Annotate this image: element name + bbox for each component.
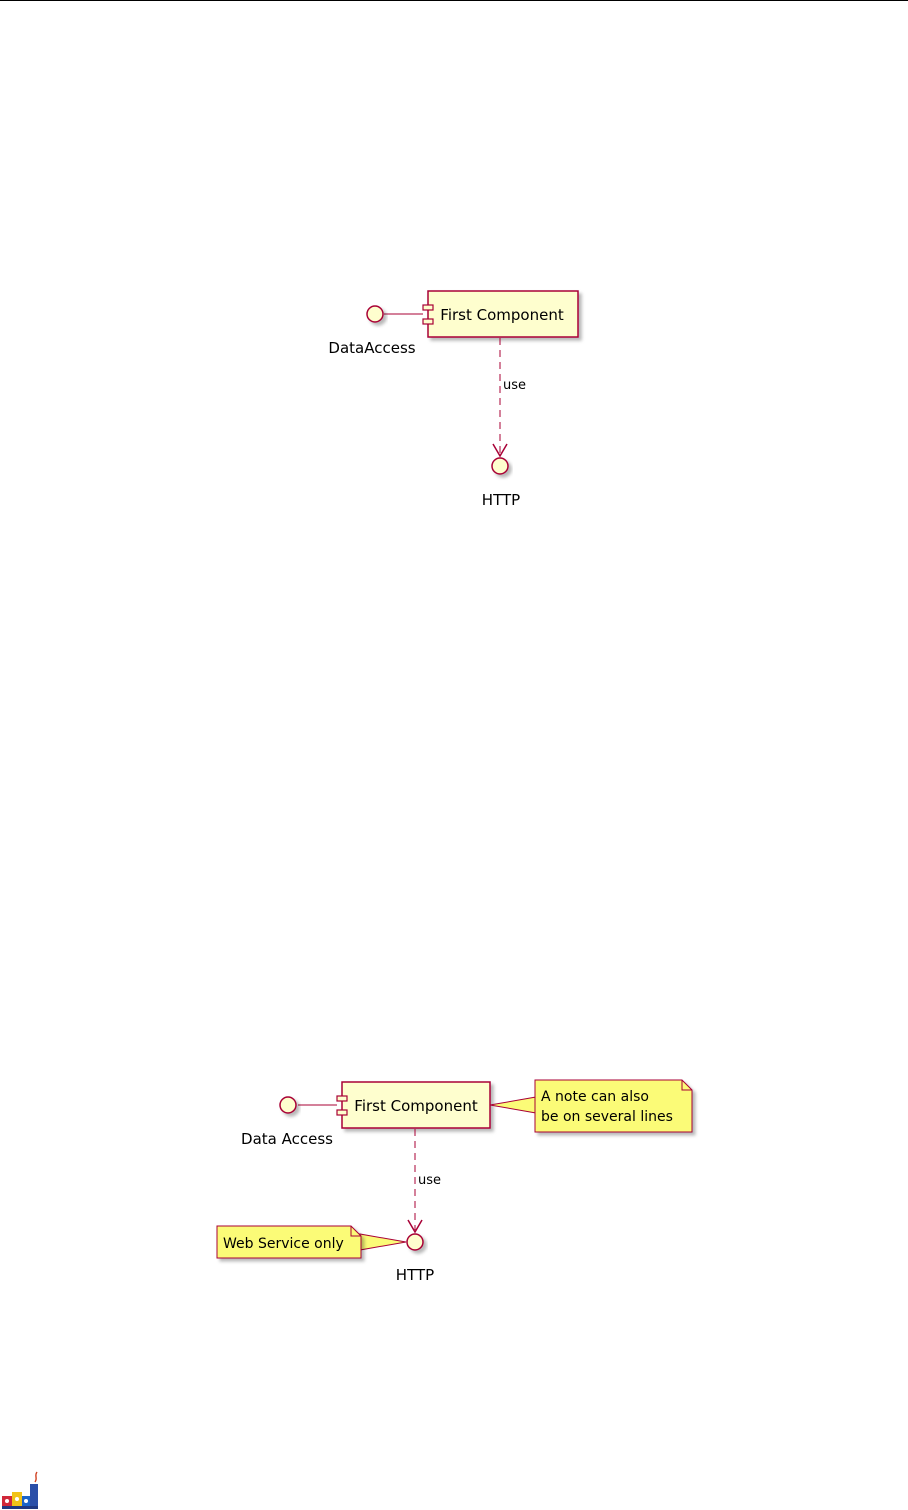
first-component-label: First Component	[354, 1097, 478, 1115]
use-label: use	[418, 1173, 442, 1188]
note-connector	[490, 1097, 536, 1113]
use-label: use	[503, 378, 527, 393]
note-line-1: A note can also	[541, 1089, 649, 1105]
data-access-interface-icon	[280, 1097, 296, 1113]
component-port-icon	[337, 1110, 347, 1115]
data-access-label: Data Access	[241, 1130, 333, 1148]
http-label: HTTP	[395, 1266, 435, 1284]
first-component-label: First Component	[440, 306, 564, 324]
http-label: HTTP	[481, 491, 521, 509]
http-interface-icon	[407, 1234, 423, 1250]
data-access-label: DataAccess	[328, 339, 416, 357]
note-line-2: be on several lines	[541, 1109, 673, 1125]
note-connector	[360, 1234, 406, 1250]
component-port-icon	[337, 1096, 347, 1101]
plantuml-logo-icon	[0, 1470, 48, 1510]
note-web-service-text: Web Service only	[223, 1236, 344, 1252]
